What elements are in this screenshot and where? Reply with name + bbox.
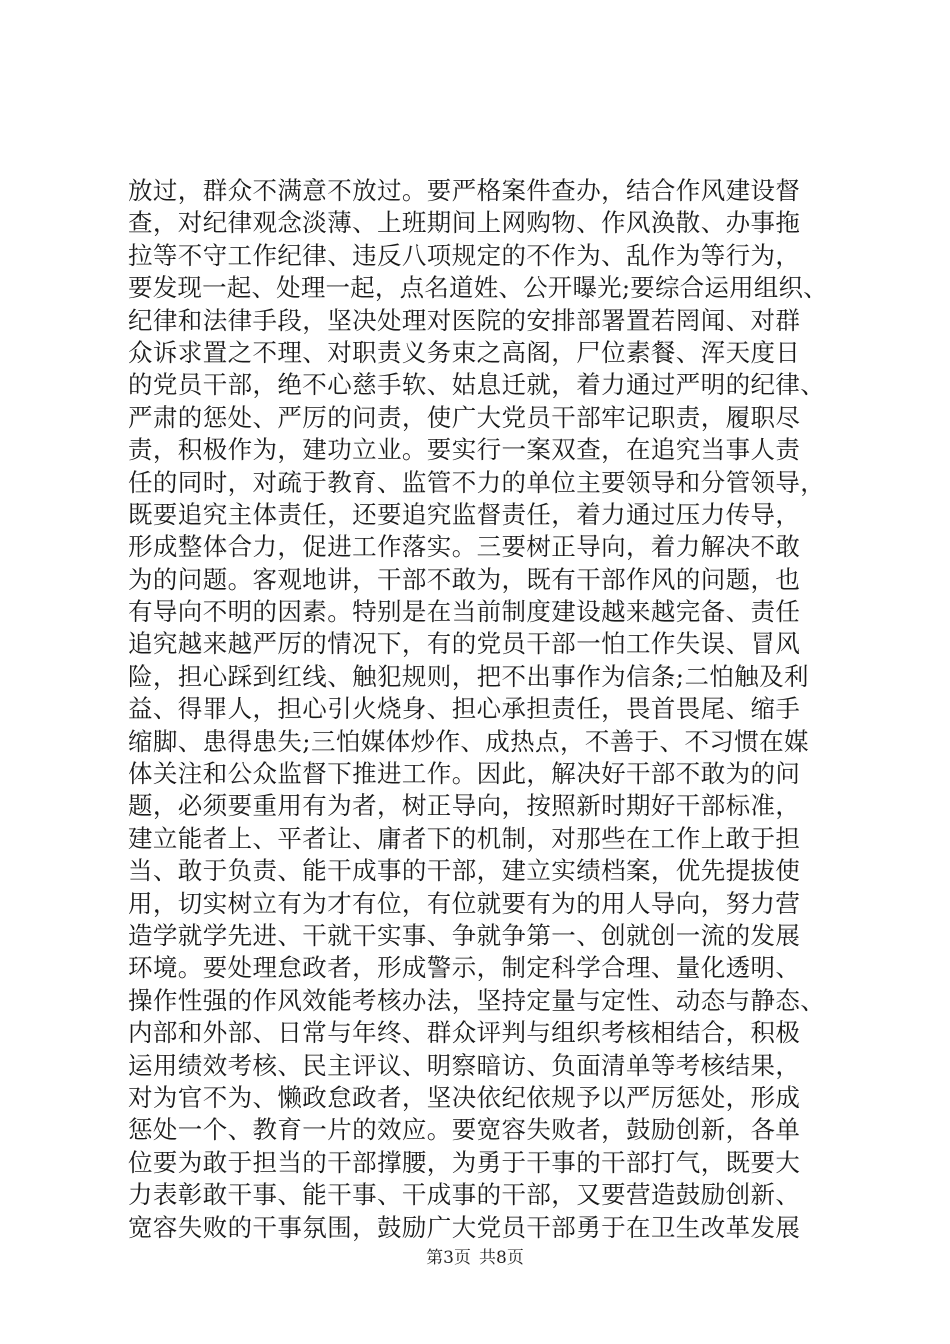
text-line: 造学就学先进、干就干实事、争就争第一、创就创一流的发展 [128,920,801,950]
text-line: 有导向不明的因素。特别是在当前制度建设越来越完备、责任 [128,597,801,627]
text-line: 任的同时，对疏于教育、监管不力的单位主要领导和分管领导， [128,467,826,497]
page-footer [0,1247,950,1269]
text-line: 用，切实树立有为才有位，有位就要有为的用人导向，努力营 [128,888,801,918]
body-paragraph [128,175,828,1244]
text-line: 操作性强的作风效能考核办法，坚持定量与定性、动态与静态、 [128,985,826,1015]
page-total: 共8页 [479,1248,524,1268]
text-line: 追究越来越严厉的情况下，有的党员干部一怕工作失误、冒风 [128,629,801,659]
text-line: 惩处一个、教育一片的效应。要宽容失败者，鼓励创新，各单 [128,1115,801,1145]
text-line: 内部和外部、日常与年终、群众评判与组织考核相结合，积极 [128,1018,801,1048]
text-line: 形成整体合力，促进工作落实。三要树正导向，着力解决不敢 [128,532,801,562]
text-line: 查，对纪律观念淡薄、上班期间上网购物、作风涣散、办事拖 [128,208,801,238]
text-line: 环境。要处理怠政者，形成警示，制定科学合理、量化透明、 [128,953,801,983]
text-line: 体关注和公众监督下推进工作。因此，解决好干部不敢为的问 [128,759,801,789]
page-number: 第3页 [426,1248,471,1268]
text-line: 运用绩效考核、民主评议、明察暗访、负面清单等考核结果， [128,1050,801,1080]
text-line: 当、敢于负责、能干成事的干部，建立实绩档案，优先提拔使 [128,856,801,886]
text-line: 益、得罪人，担心引火烧身、担心承担责任，畏首畏尾、缩手 [128,694,801,724]
text-line: 严肃的惩处、严厉的问责，使广大党员干部牢记职责，履职尽 [128,402,801,432]
text-line: 要发现一起、处理一起，点名道姓、公开曝光;要综合运用组织、 [128,273,828,303]
text-line: 位要为敢于担当的干部撑腰，为勇于干事的干部打气，既要大 [128,1147,801,1177]
text-line: 既要追究主体责任，还要追究监督责任，着力通过压力传导， [128,499,801,529]
text-line: 的党员干部，绝不心慈手软、姑息迁就，着力通过严明的纪律、 [128,370,826,400]
text-line: 建立能者上、平者让、庸者下的机制，对那些在工作上敢于担 [128,823,801,853]
text-line: 宽容失败的干事氛围，鼓励广大党员干部勇于在卫生改革发展 [128,1212,801,1242]
text-line: 纪律和法律手段，坚决处理对医院的安排部署置若罔闻、对群 [128,305,801,335]
text-line: 力表彰敢干事、能干事、干成事的干部，又要营造鼓励创新、 [128,1180,801,1210]
text-line: 拉等不守工作纪律、违反八项规定的不作为、乱作为等行为， [128,240,801,270]
text-line: 对为官不为、懒政怠政者，坚决依纪依规予以严厉惩处，形成 [128,1082,801,1112]
text-line: 责，积极作为，建功立业。要实行一案双查，在追究当事人责 [128,435,801,465]
text-line: 缩脚、患得患失;三怕媒体炒作、成热点，不善于、不习惯在媒 [128,726,809,756]
text-line: 为的问题。客观地讲，干部不敢为，既有干部作风的问题，也 [128,564,801,594]
text-line: 众诉求置之不理、对职责义务束之高阁，尸位素餐、浑天度日 [128,337,801,367]
text-line: 险，担心踩到红线、触犯规则，把不出事作为信条;二怕触及利 [128,661,809,691]
text-line: 放过，群众不满意不放过。要严格案件查办，结合作风建设督 [128,176,801,205]
text-line: 题，必须要重用有为者，树正导向，按照新时期好干部标准， [128,791,801,821]
